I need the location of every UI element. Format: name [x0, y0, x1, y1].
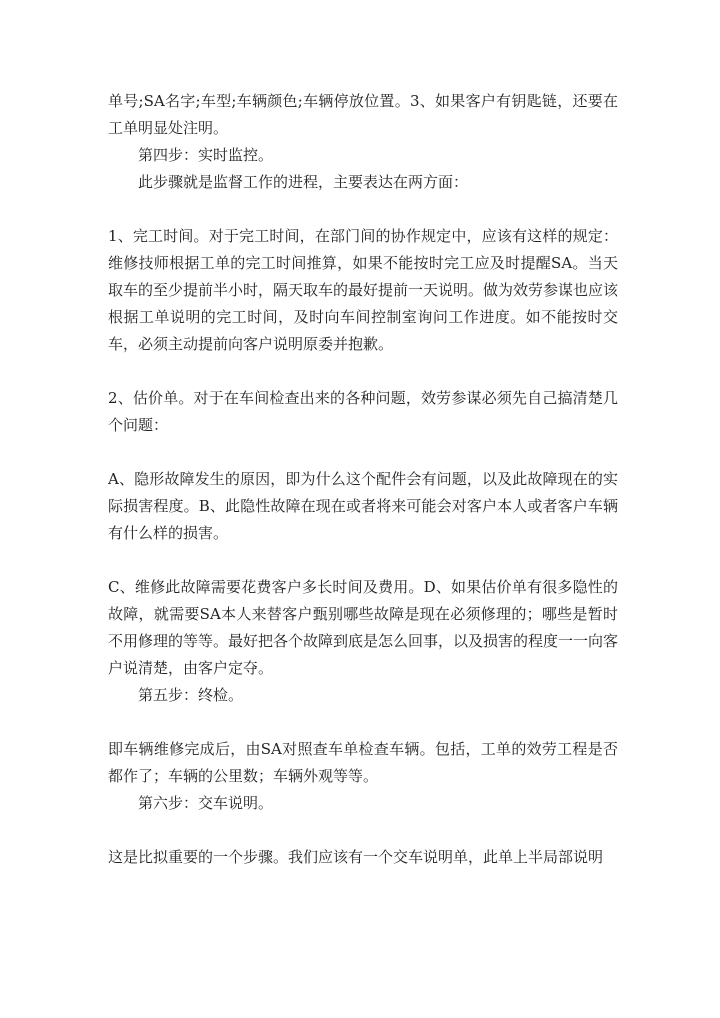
paragraph-completion-time: 1、完工时间。对于完工时间，在部门间的协作规定中，应该有这样的规定：维修技师根据工单的完工时间推算，如果不能按时完工应及时提醒SA。当天取车的至少提前半小时，隔天取车的最好提前一天说明。做为效劳参谋也应该根据工单说明的完工时间，及时向车间控制室询问工作进度。如不能按时交车，必须主动提前向客户说明原委并抱歉。	[108, 227, 619, 353]
paragraph-final-inspection: 即车辆维修完成后，由SA对照查车单检查车辆。包括，工单的效劳工程是否都作了；车辆的公里数；车辆外观等等。	[108, 740, 618, 785]
paragraph-fields-note: 单号;SA名字;车型;车辆颜色;车辆停放位置。3、如果客户有钥匙链，还要在工单明显处注明。	[108, 92, 618, 137]
heading-step-six: 第六步：交车说明。	[138, 794, 274, 812]
heading-step-four: 第四步：实时监控。	[138, 146, 274, 164]
paragraph-delivery-explanation: 这是比拟重要的一个步骤。我们应该有一个交车说明单，此单上半局部说明	[108, 848, 604, 866]
heading-step-five: 第五步：终检。	[138, 686, 244, 704]
paragraph-hidden-fault-c-d: C、维修此故障需要花费客户多长时间及费用。D、如果估价单有很多隐性的故障，就需要SA本人来替客户甄别哪些故障是现在必须修理的；哪些是暂时不用修理的等等。最好把各个故障到底是怎么回事，以及损害的程度一一向客户说清楚，由客户定夺。	[108, 578, 619, 677]
document-page	[108, 88, 618, 871]
paragraph-step-four-intro: 此步骤就是监督工作的进程，主要表达在两方面：	[138, 173, 469, 191]
paragraph-estimate: 2、估价单。对于在车间检查出来的各种问题，效劳参谋必须先自己搞清楚几个问题：	[108, 389, 618, 434]
paragraph-hidden-fault-a-b: A、隐形故障发生的原因，即为什么这个配件会有问题，以及此故障现在的实际损害程度。B、此隐性故障在现在或者将来可能会对客户本人或者客户车辆有什么样的损害。	[108, 470, 618, 542]
